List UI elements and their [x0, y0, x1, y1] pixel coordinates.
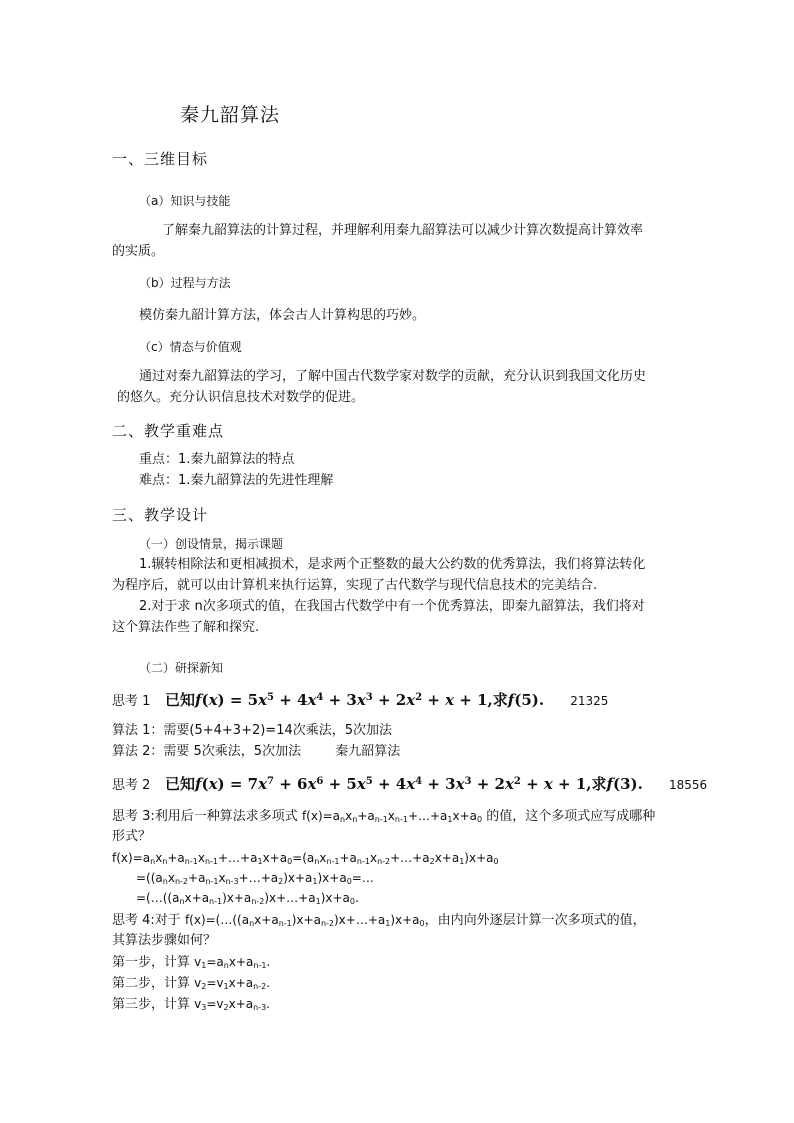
objective-c-text-line2: 的悠久。充分认识信息技术对数学的促进。	[117, 390, 365, 405]
think4-line1	[112, 910, 646, 931]
section-heading-design: 三、教学设计	[112, 506, 209, 524]
algorithm2-line	[112, 742, 400, 762]
section-heading-key-points: 二、教学重难点	[112, 422, 225, 440]
think3-polynomial: $f(x)=a_nx_n+a_{n-1}x_{n-1}+\dots+a_1x+a_0$	[301, 809, 483, 824]
step2-line	[112, 973, 270, 994]
step3-label: 第三步，计算	[112, 997, 191, 1012]
think3-line2: 形式？	[112, 829, 152, 844]
page-title: 秦九韶算法	[180, 104, 281, 126]
key-point-text: 重点：1.秦九韶算法的特点	[139, 452, 295, 467]
algorithm1-text: 算法 1：需要(5+4+3+2)=14次乘法，5次加法	[112, 723, 393, 738]
difficult-point-text: 难点：1.秦九韶算法的先进性理解	[139, 473, 334, 488]
objective-a-text-line1: 了解秦九韶算法的计算过程，并理解利用秦九韶算法可以减少计算次数提高计算效率	[162, 223, 644, 238]
think2-line	[112, 772, 707, 798]
step1-line	[112, 952, 270, 973]
think3-prefix: 思考 3:利用后一种算法求多项式	[112, 809, 298, 824]
think1-formula: 已知$f(x) = 5x^5 + 4x^4 + 3x^3 + 2x^2 + x + 1$,求f(5).	[154, 691, 545, 709]
objective-c-text-line1: 通过对秦九韶算法的学习，了解中国古代数学家对数学的贡献，充分认识到我国文化历史	[139, 369, 647, 384]
horner-form-line2: $=((a_nx_{n-2}+a_{n-1}x_{n-3}+\dots+a_2)x+a_1)x+a_0=\dots$	[136, 871, 374, 886]
part2-label: （二）研探新知	[139, 661, 224, 675]
think3-suffix: 的值，这个多项式应写成哪种	[486, 809, 656, 824]
algorithm2-text: 算法 2：需要 5次乘法，5次加法	[112, 744, 302, 759]
part1-para2-line1: 2.对于求 n次多项式的值，在我国古代数学中有一个优秀算法，即秦九韶算法，我们将对	[139, 599, 645, 614]
step3-formula: $v_3=v_2x+a_{n-3}$.	[194, 997, 270, 1012]
think3-line1	[112, 806, 655, 827]
step1-formula: $v_1=a_nx+a_{n-1}$.	[194, 955, 271, 970]
objective-c-label: （c）情态与价值观	[139, 340, 242, 354]
think1-line	[112, 688, 608, 714]
horner-form-line3: $=(\dots((a_nx+a_{n-1})x+a_{n-2})x+\dots+a_1)x+a_0$.	[136, 891, 359, 906]
objective-a-text-line2: 的实质。	[112, 244, 165, 259]
part1-para1-line1: 1.辗转相除法和更相减损术，是求两个正整数的最大公约数的优秀算法，我们将算法转化	[139, 557, 646, 572]
step1-label: 第一步，计算	[112, 955, 191, 970]
think4-suffix: ，由内向外逐层计算一次多项式的值，	[424, 913, 646, 928]
think1-label: 思考 1	[112, 694, 151, 709]
horner-form-line1: $f(x)=a_nx_n+a_{n-1}x_{n-1}+\dots+a_1x+a_0=(a_nx_{n-1}+a_{n-1}x_{n-2}+\dots+a_2x+a_1)x+a_0$	[112, 851, 499, 866]
objective-b-label: （b）过程与方法	[139, 276, 231, 290]
step2-label: 第二步，计算	[112, 976, 191, 991]
objective-b-text: 模仿秦九韶计算方法，体会古人计算构思的巧妙。	[139, 308, 426, 323]
part1-para2-line2: 这个算法作些了解和探究.	[112, 620, 260, 635]
algorithm2-name: 秦九韶算法	[335, 744, 401, 759]
think1-answer: 21325	[570, 694, 609, 708]
objective-a-label: （a）知识与技能	[139, 194, 231, 208]
part1-para1-line2: 为程序后，就可以由计算机来执行运算，实现了古代数学与现代信息技术的完美结合.	[112, 578, 598, 593]
think2-answer: 18556	[668, 778, 708, 792]
step3-line	[112, 994, 270, 1015]
part1-label: （一）创设情景，揭示课题	[139, 537, 284, 551]
step2-formula: $v_2=v_1x+a_{n-2}$.	[194, 976, 270, 991]
think2-label: 思考 2	[112, 778, 151, 793]
think4-polynomial: $f(x)=(\dots((a_nx+a_{n-1})x+a_{n-2})x+\dots+a_1)x+a_0$	[184, 913, 425, 928]
think2-formula: 已知$f(x) = 7x^7 + 6x^6 + 5x^5 + 4x^4 + 3x^3 + 2x^2 + x + 1$,求f(3).	[154, 775, 643, 793]
think4-prefix: 思考 4:对于	[112, 913, 181, 928]
section-heading-objectives: 一、三维目标	[112, 150, 209, 168]
think4-line2: 其算法步骤如何？	[112, 933, 217, 948]
